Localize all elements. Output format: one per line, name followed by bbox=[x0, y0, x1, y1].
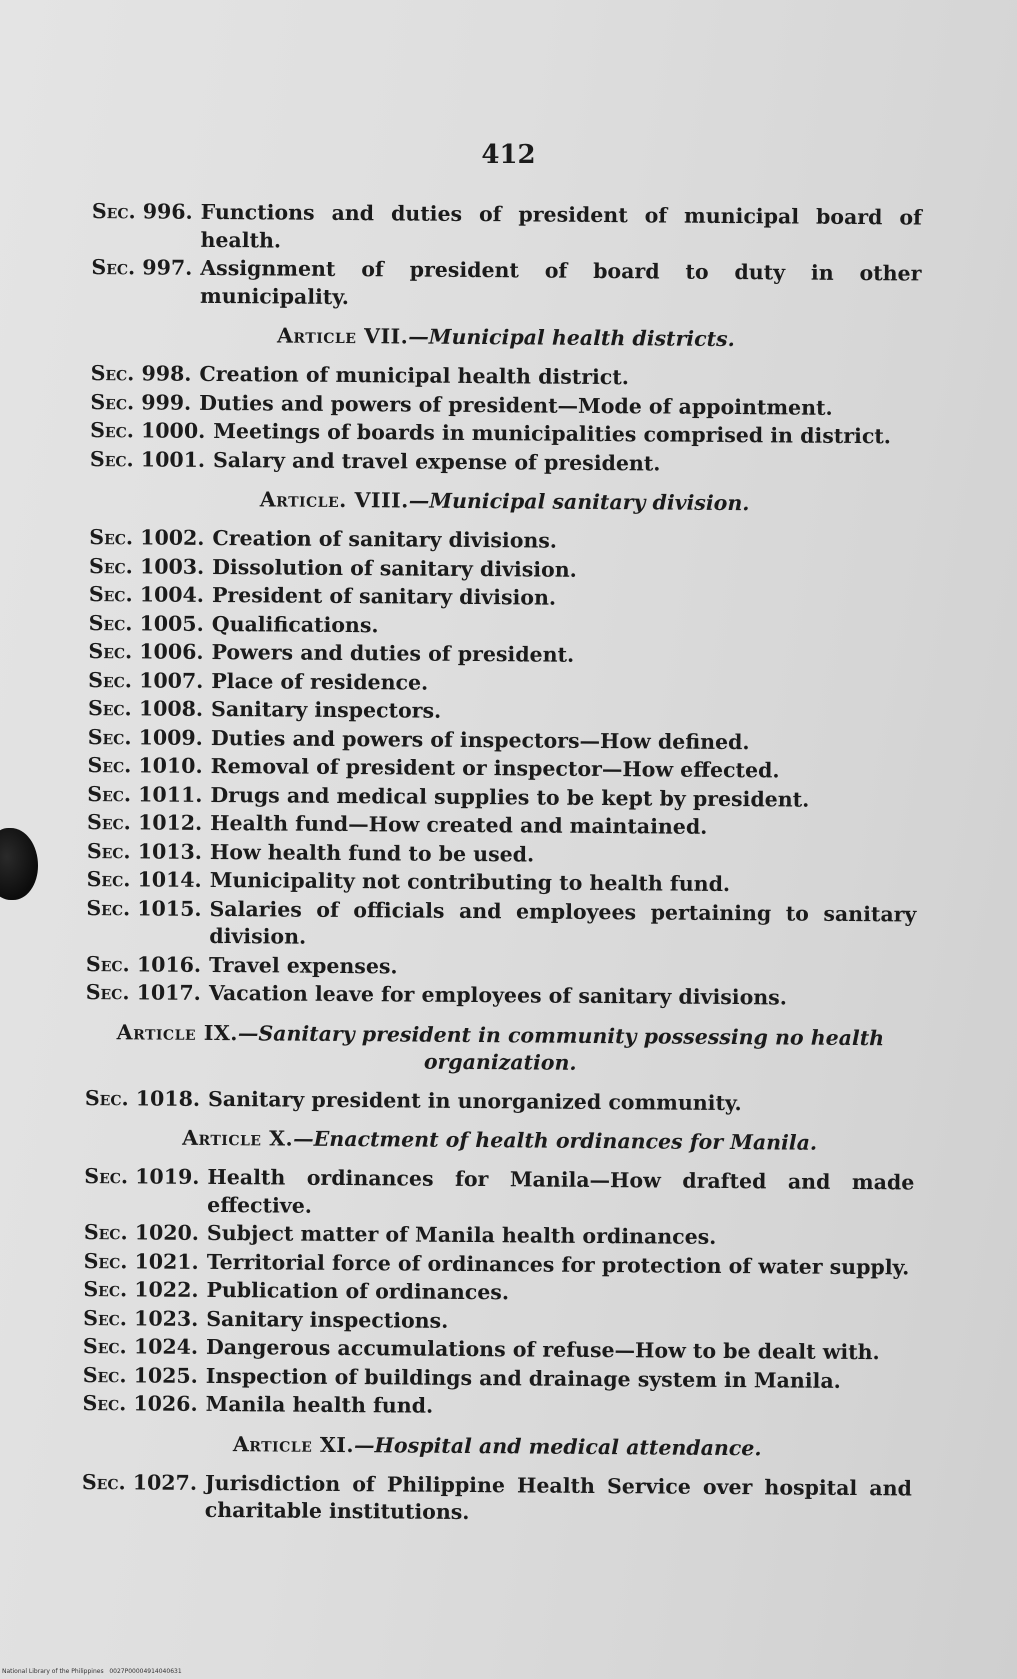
section-title: Drugs and medical supplies to be kept by president. bbox=[210, 782, 810, 812]
section-title: Duties and powers of inspectors—How defined. bbox=[210, 725, 750, 754]
section-num: 1005. bbox=[139, 610, 204, 636]
section-entry bbox=[85, 1084, 915, 1118]
section-word: Sec. bbox=[88, 610, 133, 635]
section-title: Duties and powers of president—Mode of appointment. bbox=[199, 390, 833, 420]
section-entry bbox=[91, 254, 921, 316]
section-title: Salary and travel expense of president. bbox=[212, 447, 661, 475]
section-title: Health fund—How created and maintained. bbox=[210, 810, 708, 839]
section-num: 1011. bbox=[138, 781, 203, 807]
section-num: 1003. bbox=[139, 553, 205, 579]
section-title: Subject matter of Manila health ordinances. bbox=[206, 1220, 717, 1249]
section-word: Sec. bbox=[82, 1333, 127, 1359]
section-word: Sec. bbox=[91, 254, 136, 280]
section-num: 1002. bbox=[140, 525, 205, 550]
section-number bbox=[87, 780, 210, 808]
table-of-contents bbox=[82, 198, 922, 1531]
section-num: 1018. bbox=[135, 1085, 201, 1111]
footer-code: 0027P00004914040631 bbox=[109, 1668, 182, 1675]
section-number bbox=[83, 1361, 206, 1389]
section-word: Sec. bbox=[83, 1276, 128, 1302]
section-num: 1001. bbox=[140, 446, 206, 472]
section-number bbox=[86, 979, 209, 1007]
section-word: Sec. bbox=[87, 695, 132, 721]
section-word: Sec. bbox=[87, 781, 132, 806]
section-num: 1020. bbox=[134, 1220, 200, 1245]
section-num: 1006. bbox=[139, 639, 204, 664]
section-word: Sec. bbox=[84, 1163, 129, 1189]
footer-library: National Library of the Philippines bbox=[2, 1668, 104, 1675]
article-heading bbox=[90, 485, 920, 519]
section-number bbox=[87, 837, 210, 865]
section-word: Sec. bbox=[85, 951, 130, 976]
article-heading bbox=[82, 1429, 912, 1463]
section-num: 1010. bbox=[138, 753, 203, 778]
section-title: Publication of ordinances. bbox=[206, 1277, 510, 1305]
section-number bbox=[88, 723, 211, 751]
section-num: 1000. bbox=[140, 418, 206, 443]
section-number bbox=[89, 524, 212, 552]
section-number bbox=[91, 360, 200, 388]
section-entry bbox=[86, 894, 916, 956]
article-label: Article IX. bbox=[116, 1019, 239, 1045]
section-number bbox=[90, 417, 213, 445]
section-num: 998. bbox=[141, 361, 192, 386]
section-title: Creation of sanitary divisions. bbox=[212, 525, 558, 553]
section-number bbox=[88, 695, 211, 723]
section-num: 1023. bbox=[134, 1305, 199, 1331]
section-num: 1004. bbox=[139, 582, 205, 607]
section-number bbox=[83, 1333, 206, 1361]
section-word: Sec. bbox=[90, 389, 135, 414]
section-word: Sec. bbox=[85, 979, 130, 1005]
section-title: Creation of municipal health district. bbox=[199, 361, 630, 390]
section-title: Manila health fund. bbox=[205, 1391, 434, 1418]
section-title: How health fund to be used. bbox=[209, 839, 535, 866]
section-num: 996. bbox=[142, 199, 193, 224]
section-word: Sec. bbox=[82, 1390, 127, 1416]
section-num: 1017. bbox=[136, 980, 201, 1005]
section-title: Salaries of officials and employees pertaining to sanitary division. bbox=[209, 896, 917, 949]
section-number bbox=[82, 1390, 205, 1418]
article-label: Article. VIII. bbox=[259, 487, 409, 513]
section-title: Functions and duties of president of municipal board of health. bbox=[200, 199, 922, 252]
section-entry bbox=[82, 1468, 912, 1530]
section-entry bbox=[82, 1390, 912, 1424]
section-word: Sec. bbox=[84, 1085, 129, 1110]
section-title: Inspection of buildings and drainage system in Manila. bbox=[205, 1363, 841, 1393]
page-number: 412 bbox=[481, 140, 536, 170]
section-entry bbox=[90, 445, 920, 479]
section-entry bbox=[84, 1163, 914, 1225]
section-num: 1007. bbox=[139, 667, 204, 693]
section-word: Sec. bbox=[86, 838, 131, 863]
section-number bbox=[83, 1276, 206, 1304]
section-title: Municipality not contributing to health fund. bbox=[209, 867, 731, 897]
section-title: Dissolution of sanitary division. bbox=[212, 554, 577, 582]
section-title: Vacation leave for employees of sanitary divisions. bbox=[208, 980, 787, 1010]
section-title: Sanitary inspections. bbox=[206, 1306, 449, 1333]
article-label: Article XI. bbox=[232, 1431, 355, 1457]
section-word: Sec. bbox=[86, 866, 131, 892]
section-num: 1015. bbox=[137, 895, 202, 921]
section-number bbox=[86, 950, 209, 978]
section-title: Assignment of president of board to duty in other municipality. bbox=[199, 255, 922, 309]
section-num: 1013. bbox=[137, 838, 203, 864]
section-num: 999. bbox=[141, 389, 192, 415]
section-title: Travel expenses. bbox=[208, 952, 398, 978]
section-word: Sec. bbox=[83, 1305, 128, 1330]
section-word: Sec. bbox=[86, 895, 131, 920]
section-num: 1021. bbox=[134, 1248, 199, 1274]
section-number bbox=[89, 581, 212, 609]
section-number bbox=[84, 1247, 207, 1275]
section-title: Territorial force of ordinances for protection of water supply. bbox=[206, 1249, 910, 1279]
section-title: Sanitary inspectors. bbox=[211, 696, 442, 723]
section-word: Sec. bbox=[87, 809, 131, 835]
section-word: Sec. bbox=[89, 553, 133, 578]
section-number bbox=[88, 638, 211, 666]
section-title: Health ordinances for Manila—How drafted and made effective. bbox=[207, 1164, 915, 1218]
section-word: Sec. bbox=[88, 638, 133, 664]
section-word: Sec. bbox=[81, 1469, 126, 1494]
section-word: Sec. bbox=[88, 667, 133, 692]
section-word: Sec. bbox=[82, 1362, 127, 1387]
article-title: —Municipal health districts. bbox=[408, 324, 735, 352]
article-title: —Hospital and medical attendance. bbox=[353, 1432, 762, 1460]
section-num: 1009. bbox=[138, 724, 203, 750]
section-number bbox=[84, 1163, 208, 1219]
section-num: 1024. bbox=[133, 1334, 199, 1359]
section-number bbox=[87, 866, 210, 894]
section-title: President of sanitary division. bbox=[211, 582, 557, 610]
section-entry bbox=[86, 979, 916, 1013]
article-title: —Municipal sanitary division. bbox=[408, 488, 750, 516]
section-word: Sec. bbox=[83, 1248, 128, 1273]
section-number bbox=[92, 198, 201, 254]
section-title: Powers and duties of president. bbox=[211, 639, 575, 667]
section-title: Meetings of boards in municipalities comprised in district. bbox=[213, 418, 892, 449]
section-num: 1014. bbox=[137, 867, 202, 892]
section-number bbox=[84, 1219, 207, 1247]
section-title: Place of residence. bbox=[211, 668, 429, 695]
section-number bbox=[83, 1304, 206, 1332]
section-num: 1022. bbox=[134, 1277, 199, 1302]
section-number bbox=[85, 1084, 208, 1112]
section-word: Sec. bbox=[90, 360, 135, 386]
section-title: Jurisdiction of Philippine Health Service over hospital and charitable institutions. bbox=[204, 1470, 912, 1525]
section-num: 1026. bbox=[133, 1391, 198, 1416]
section-num: 997. bbox=[142, 255, 193, 280]
section-word: Sec. bbox=[87, 752, 132, 778]
section-word: Sec. bbox=[90, 417, 135, 443]
article-heading bbox=[85, 1018, 915, 1079]
article-label: Article VII. bbox=[276, 323, 409, 349]
article-heading bbox=[91, 321, 921, 355]
section-word: Sec. bbox=[87, 724, 132, 749]
section-number bbox=[89, 552, 212, 580]
section-title: Sanitary president in unorganized community. bbox=[207, 1086, 742, 1115]
section-number bbox=[82, 1468, 206, 1524]
section-number bbox=[91, 254, 200, 310]
section-number bbox=[87, 809, 210, 837]
page-edge-shadow bbox=[0, 828, 38, 900]
section-num: 1016. bbox=[136, 951, 202, 977]
section-number bbox=[86, 894, 210, 950]
section-number bbox=[87, 752, 210, 780]
section-num: 1008. bbox=[138, 696, 204, 721]
section-word: Sec. bbox=[88, 581, 133, 607]
section-num: 1012. bbox=[137, 810, 203, 835]
article-label: Article X. bbox=[182, 1125, 294, 1151]
section-word: Sec. bbox=[89, 524, 134, 550]
section-number bbox=[90, 388, 199, 416]
article-title: —Sanitary president in community possessing no health organization. bbox=[237, 1020, 885, 1075]
article-title: —Enactment of health ordinances for Manila. bbox=[293, 1126, 818, 1155]
section-word: Sec. bbox=[91, 198, 136, 224]
section-title: Qualifications. bbox=[211, 611, 379, 637]
section-num: 1019. bbox=[135, 1164, 200, 1189]
section-word: Sec. bbox=[89, 446, 134, 471]
section-number bbox=[89, 609, 212, 637]
section-title: Removal of president or inspector—How effected. bbox=[210, 753, 780, 783]
section-number bbox=[88, 666, 211, 694]
section-word: Sec. bbox=[83, 1219, 128, 1245]
section-num: 1027. bbox=[132, 1469, 198, 1495]
section-title: Dangerous accumulations of refuse—How to be dealt with. bbox=[205, 1334, 880, 1365]
section-entry bbox=[92, 198, 922, 260]
article-heading bbox=[85, 1124, 915, 1158]
section-num: 1025. bbox=[133, 1362, 198, 1388]
section-number bbox=[90, 445, 213, 473]
scan-footer bbox=[2, 1668, 182, 1675]
